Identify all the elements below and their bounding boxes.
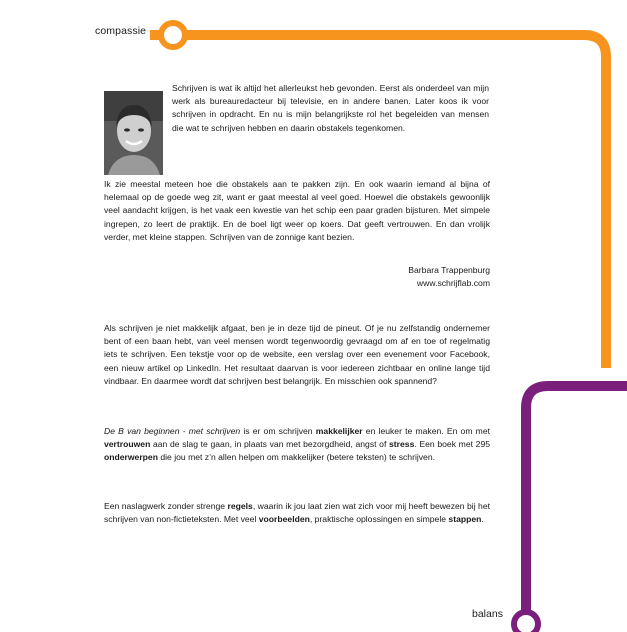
orange-station-circle (161, 23, 185, 47)
purple-station-circle (514, 612, 538, 632)
body-paragraph-2: De B van beginnen - met schrijven is er om schrijven makkelijker en leuker te maken. En om met vertrouwen aan de slag te gaan, in plaats van met bezorgdheid, angst of stress. Een boek met 295 onderwerpen die jou met z’n allen helpen om makkelijker (betere teksten) te schrijven. (104, 426, 491, 463)
body-paragraph-1: Als schrijven je niet makkelijk afgaat, ben je in deze tijd de pineut. Of je nu zelfstandig ondernemer bent of een baan hebt, van veel mensen wordt tegenwoordig gevraagd om af en toe of regelmatig iets te schrijven. Een tekstje voor op de website, een verslag over een evenement voor Facebook, een nieuw artikel op LinkedIn. Het resultaat daarvan is voor iedereen zichtbaar en online lange tijd vindbaar. En daarmee wordt dat schrijven best belangrijk. En misschien ook spannend? (104, 323, 490, 386)
intro-paragraph-1: Schrijven is wat ik altijd het allerleukst heb gevonden. Eerst als onderdeel van mijn werk als bureauredacteur bij televisie, en in andere banen. Later koos ik voor schrijven in opdracht. En nu is mijn belangrijkste rol het begeleiden van mensen die wat te schrijven hebben en daarin obstakels tegenkomen. (172, 83, 489, 133)
intro-paragraph-2: Ik zie meestal meteen hoe die obstakels aan te pakken zijn. En ook waarin iemand al bijna of helemaal op de goede weg zit, want er gaat meestal al veel goed. Hoewel die obstakels gewoonlijk veel aandacht krijgen, is het vaak een kwestie van het schip een paar graden bijsturen. Met simpele ingrepen, zo leert de praktijk. En de boel ligt weer op koers. Dat geeft vertrouwen. En dan vrolijk verder, met kleine stappen. Schrijven van de zonnige kant bezien. (104, 179, 490, 242)
signature-name: Barbara Trappenburg (408, 265, 490, 275)
section-label-balans: balans (472, 608, 503, 620)
section-label-compassie: compassie (95, 25, 147, 37)
book-title: De B van beginnen - met schrijven (104, 426, 241, 436)
signature-url: www.schrijflab.com (416, 278, 490, 289)
purple-route-line (526, 386, 627, 618)
body-paragraph-3: Een naslagwerk zonder strenge regels, waarin ik jou laat zien wat zich voor mij heeft bewezen bij het schrijven van non-fictieteksten. Met veel voorbeelden, praktische oplossingen en simpele stappen. (104, 501, 490, 525)
signature (300, 264, 490, 290)
portrait-photo-icon (104, 91, 163, 175)
